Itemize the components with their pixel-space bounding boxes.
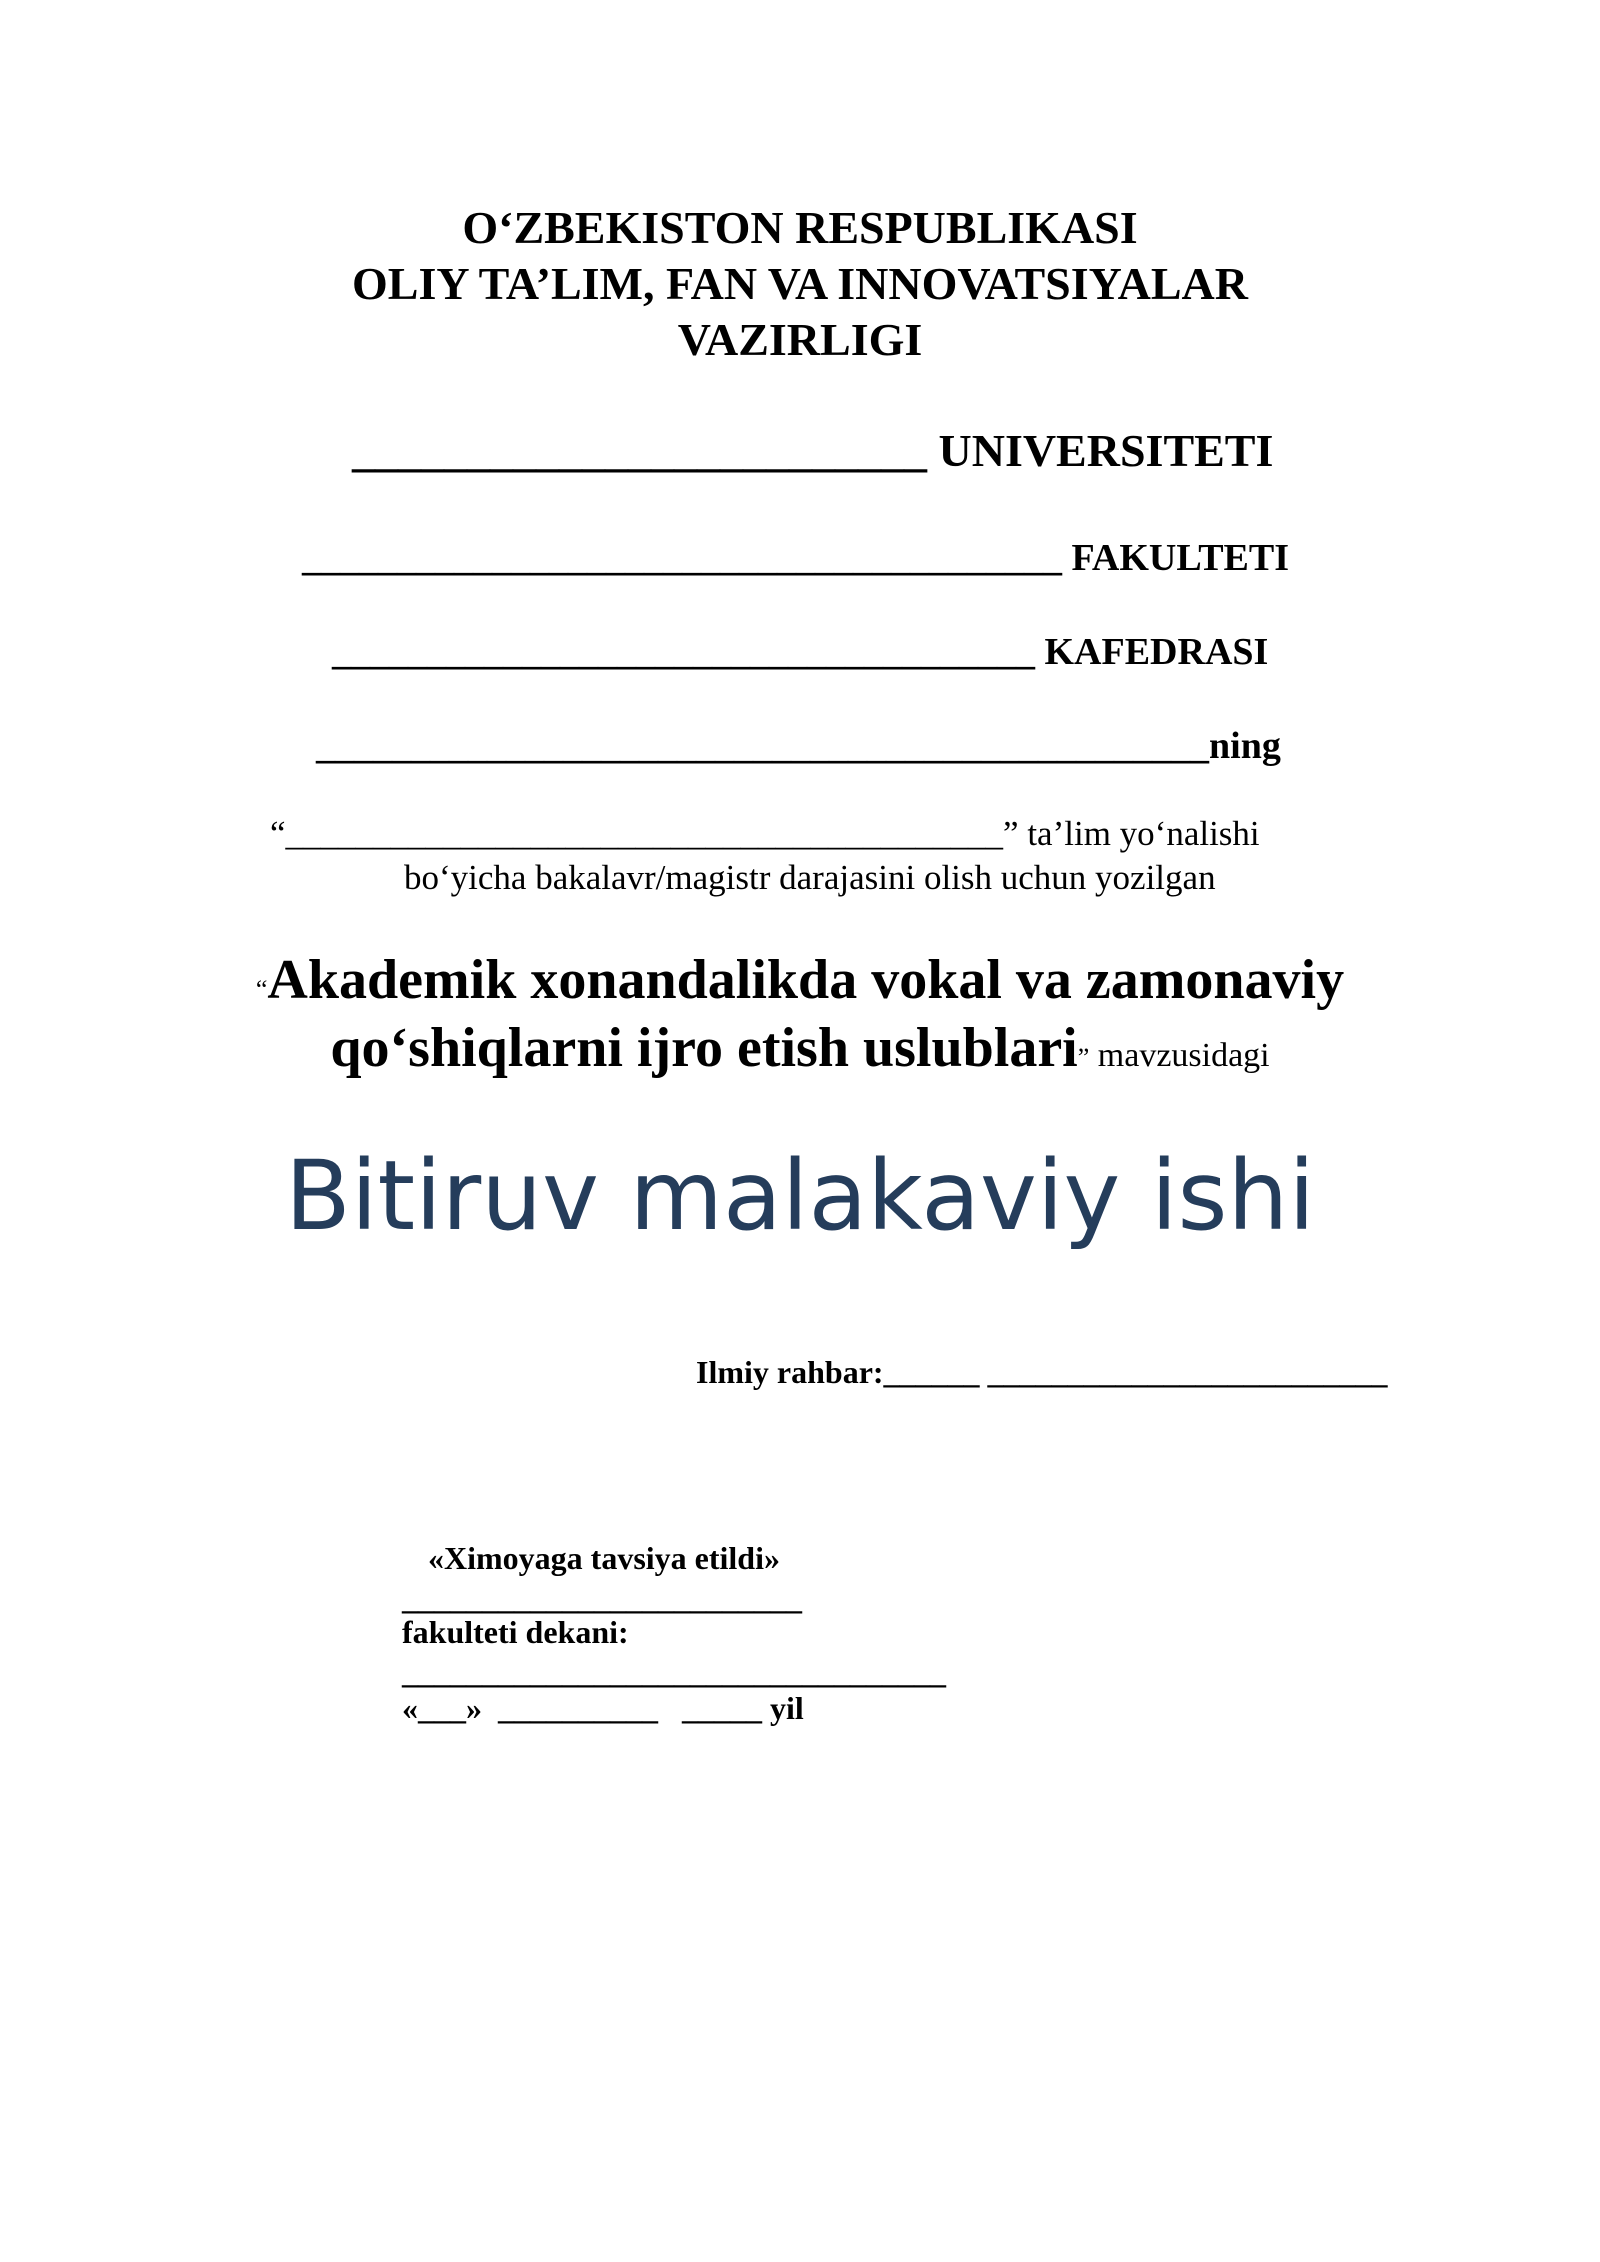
document-title: Bitiruv malakaviy ishi [284,1140,1316,1252]
university-line [352,424,1273,477]
header-line-1: O‘ZBEKISTON RESPUBLIKASI [462,202,1138,253]
university-blank: _________________________ [352,425,927,476]
date-open: « [402,1690,418,1726]
date-close: » [466,1690,482,1726]
supervisor-blank-2: _________________________ [987,1354,1388,1390]
date-year-blank: _____ [682,1690,762,1726]
approval-line-2: __________________________________ [402,1654,946,1690]
recommended-label: «Ximoyaga tavsiya etildi» [428,1540,780,1576]
student-blank: _______________________________________________ [316,725,1209,767]
department-line [332,630,1268,674]
date-day-blank: ___ [418,1690,466,1726]
student-line [316,724,1281,768]
direction-open-quote: “ [270,814,286,853]
university-label: UNIVERSITETI [927,425,1274,476]
topic-text-1: Akademik xonandalikda vokal va zamonaviy [267,949,1345,1011]
direction-label: ” ta’lim yo‘nalishi [1003,814,1260,853]
faculty-label: FAKULTETI [1062,537,1290,579]
topic-line-1 [0,946,1600,1024]
department-blank: _____________________________________ [332,631,1035,673]
approval-date-line [402,1690,804,1727]
supervisor-line [696,1354,1388,1391]
date-month-blank: __________ [498,1690,658,1726]
dean-label: fakulteti dekani: [402,1614,629,1650]
direction-line-2: bo‘yicha bakalavr/magistr darajasini olish uchun yozilgan [404,858,1216,897]
header-line-2: OLIY TA’LIM, FAN VA INNOVATSIYALAR [352,258,1248,309]
supervisor-blank-1: ______ [883,1354,980,1390]
year-label: yil [762,1690,804,1726]
direction-line [270,814,1260,854]
faculty-line [302,536,1289,580]
topic-close-quote: ” [1077,1043,1090,1072]
direction-blank: _________________________________________ [285,814,1004,853]
topic-text-2: qo‘shiqlarni ijro etish uslublari [330,1017,1078,1079]
department-label: KAFEDRASI [1035,631,1269,673]
supervisor-label: Ilmiy rahbar: [696,1354,884,1390]
student-label: ning [1209,725,1281,767]
approval-line-1: _________________________ [402,1580,802,1616]
header-line-3: VAZIRLIGI [677,314,923,365]
faculty-blank: ________________________________________ [302,537,1062,579]
topic-open-quote: “ [255,975,268,1004]
topic-line-2 [0,1014,1600,1092]
topic-suffix: mavzusidagi [1089,1037,1270,1074]
